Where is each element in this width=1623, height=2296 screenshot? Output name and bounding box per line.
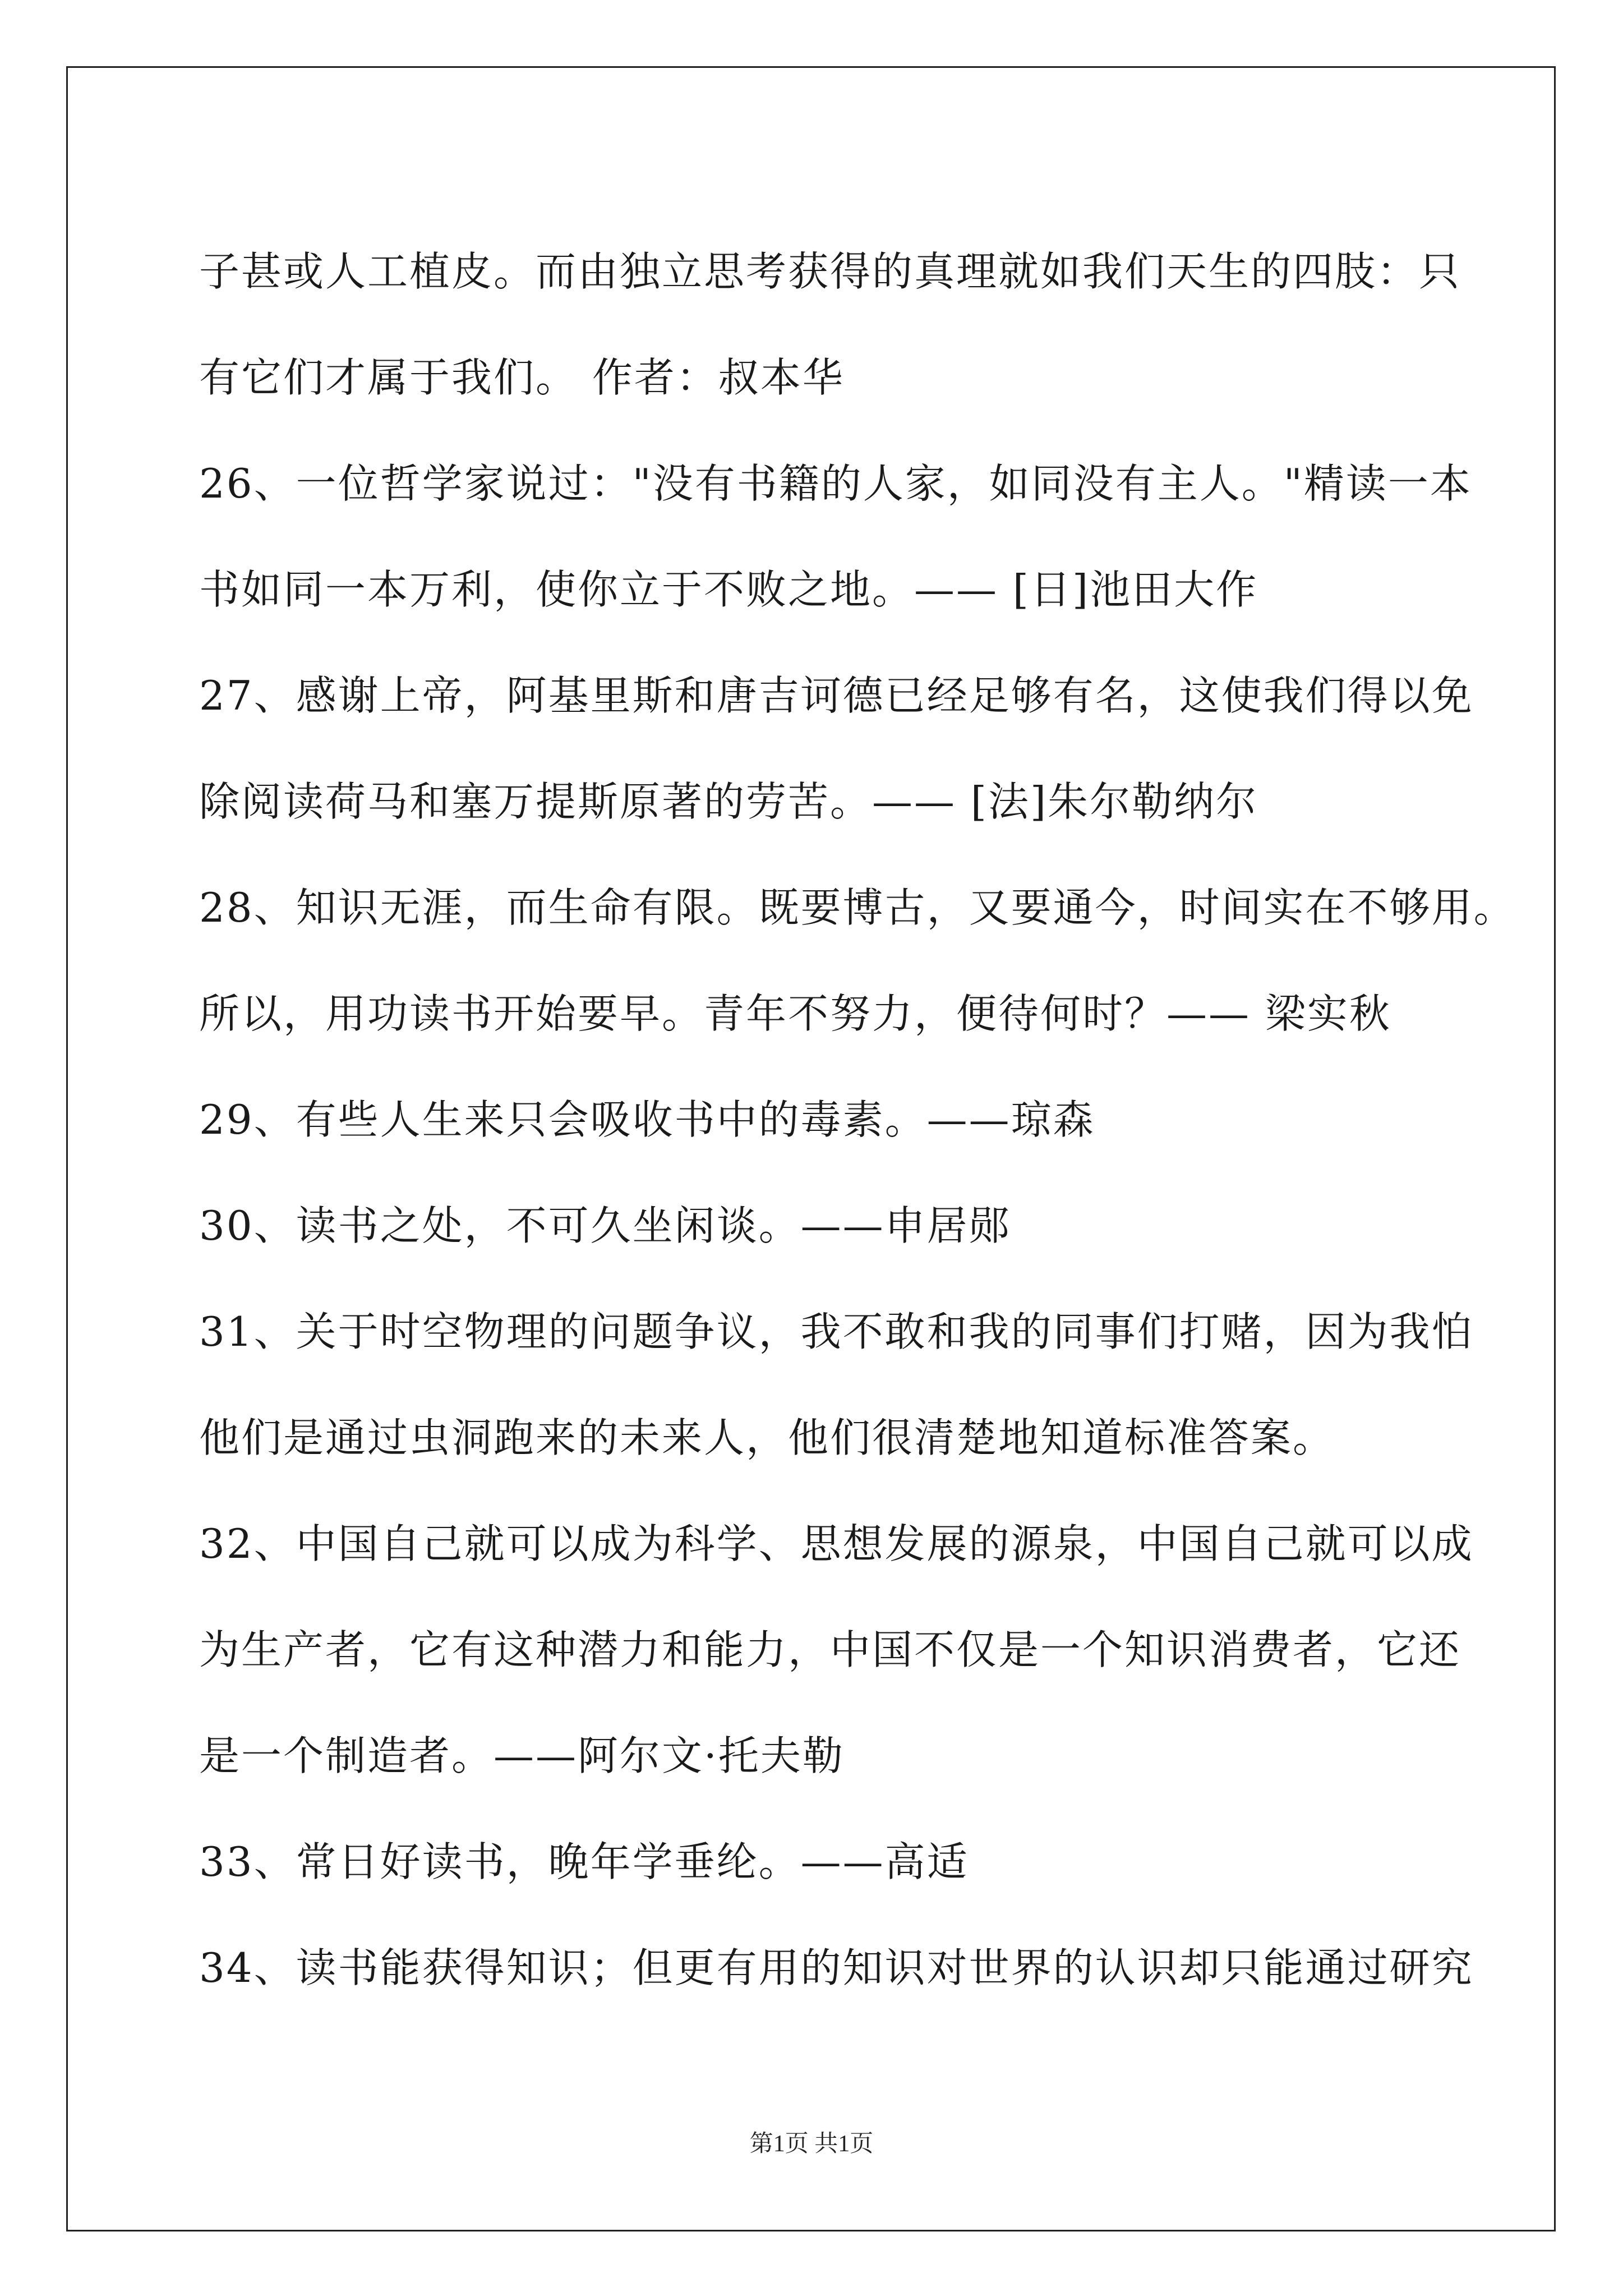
text-line: 29、有些人生来只会吸收书中的毒素。——琼森 bbox=[199, 1096, 1095, 1143]
text-line: 所以，用功读书开始要早。青年不努力，便待何时？—— 梁实秋 bbox=[199, 990, 1391, 1037]
text-line: 除阅读荷马和塞万提斯原著的劳苦。—— [法]朱尔勒纳尔 bbox=[199, 778, 1258, 825]
document-body bbox=[199, 219, 1516, 2021]
text-line: 他们是通过虫洞跑来的未来人，他们很清楚地知道标准答案。 bbox=[199, 1414, 1335, 1461]
text-line: 26、一位哲学家说过："没有书籍的人家，如同没有主人。"精读一本 bbox=[199, 460, 1472, 507]
page-number: 第1页 共1页 bbox=[749, 2131, 874, 2157]
text-line: 是一个制造者。——阿尔文·托夫勒 bbox=[199, 1732, 845, 1779]
text-line: 为生产者，它有这种潜力和能力，中国不仅是一个知识消费者，它还 bbox=[199, 1626, 1461, 1673]
text-line: 书如同一本万利，使你立于不败之地。—— [日]池田大作 bbox=[199, 566, 1258, 613]
text-line: 31、关于时空物理的问题争议，我不敢和我的同事们打赌，因为我怕 bbox=[199, 1308, 1474, 1355]
text-line: 有它们才属于我们。 作者：叔本华 bbox=[199, 354, 845, 401]
text-line: 34、读书能获得知识；但更有用的知识对世界的认识却只能通过研究 bbox=[199, 1944, 1474, 1991]
text-line: 子甚或人工植皮。而由独立思考获得的真理就如我们天生的四肢：只 bbox=[199, 248, 1461, 295]
text-line: 32、中国自己就可以成为科学、思想发展的源泉，中国自己就可以成 bbox=[199, 1520, 1474, 1567]
text-line: 27、感谢上帝，阿基里斯和唐吉诃德已经足够有名，这使我们得以免 bbox=[199, 672, 1474, 719]
text-line: 30、读书之处，不可久坐闲谈。——申居郧 bbox=[199, 1202, 1011, 1249]
text-line: 33、常日好读书，晚年学垂纶。——高适 bbox=[199, 1838, 969, 1885]
page-footer bbox=[0, 2125, 1623, 2159]
text-line: 28、知识无涯，而生命有限。既要博古，又要通今，时间实在不够用。 bbox=[199, 884, 1516, 931]
